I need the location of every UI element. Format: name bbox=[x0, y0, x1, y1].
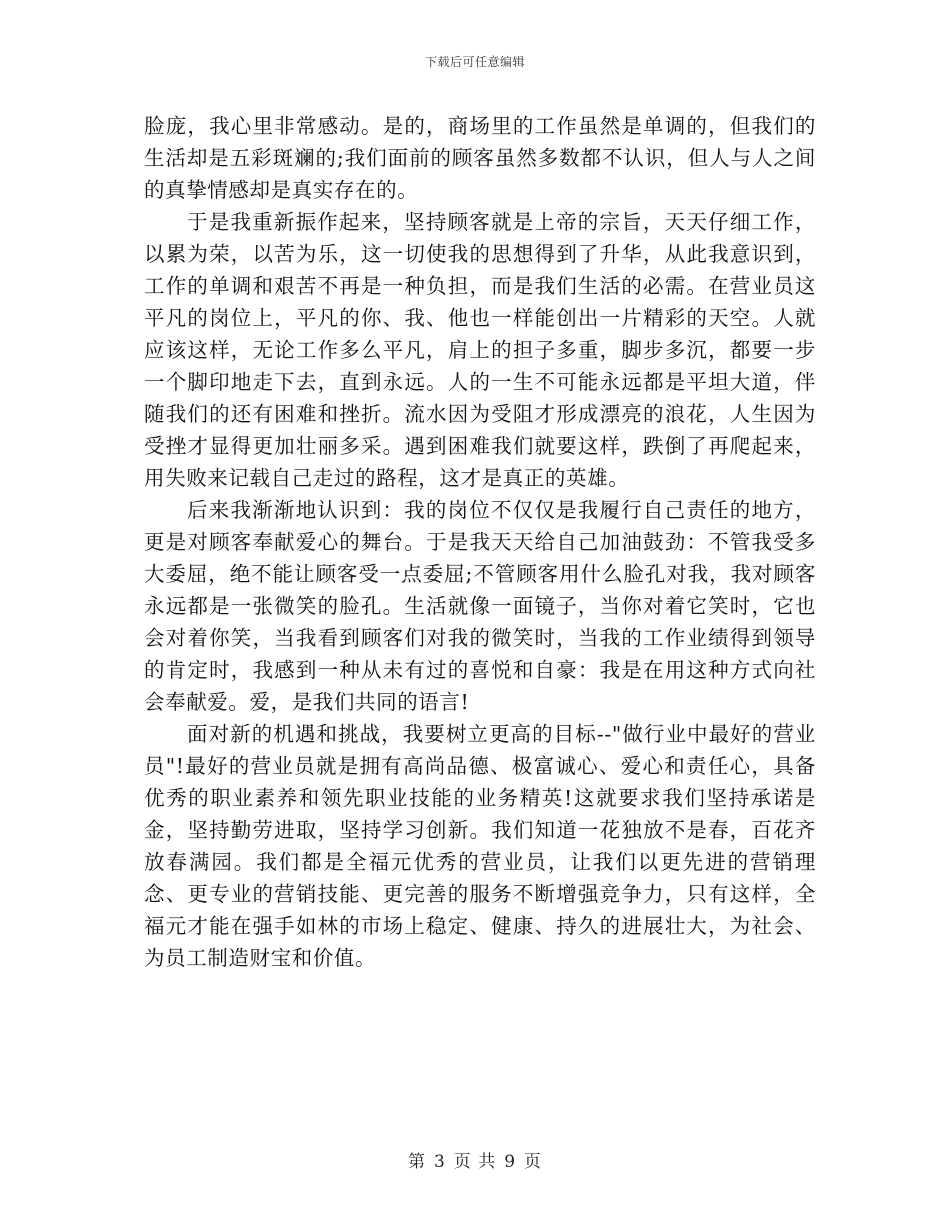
paragraph-2: 于是我重新振作起来，坚持顾客就是上帝的宗旨，天天仔细工作，以累为荣，以苦为乐，这一切使我的思想得到了升华，从此我意识到，工作的单调和艰苦不再是一种负担，而是我们生活的必需。在营业员这平凡的岗位上，平凡的你、我、他也一样能创出一片精彩的天空。人就应该这样，无论工作多么平凡，肩上的担子多重，脚步多沉，都要一步一个脚印地走下去，直到永远。人的一生不可能永远都是平坦大道，伴随我们的还有困难和挫折。流水因为受阻才形成漂亮的浪花，人生因为受挫才显得更加壮丽多采。遇到困难我们就要这样，跌倒了再爬起来，用失败来记载自己走过的路程，这才是真正的英雄。 bbox=[144, 210, 816, 490]
footer-suffix: 页 bbox=[524, 1152, 543, 1172]
total-pages-number: 9 bbox=[504, 1152, 517, 1172]
paragraph-3: 后来我渐渐地认识到：我的岗位不仅仅是我履行自己责任的地方，更是对顾客奉献爱心的舞台。于是我天天给自己加油鼓劲：不管我受多大委屈，绝不能让顾客受一点委屈;不管顾客用什么脸孔对我，我对顾客永远都是一张微笑的脸孔。生活就像一面镜子，当你对着它笑时，它也会对着你笑，当我看到顾客们对我的微笑时，当我的工作业绩得到领导的肯定时，我感到一种从未有过的喜悦和自豪：我是在用这种方式向社会奉献爱。爱，是我们共同的语言! bbox=[144, 498, 816, 714]
paragraph-1: 脸庞，我心里非常感动。是的，商场里的工作虽然是单调的，但我们的生活却是五彩斑斓的;我们面前的顾客虽然多数都不认识，但人与人之间的真挚情感却是真实存在的。 bbox=[144, 114, 816, 202]
footer-mid: 页 共 bbox=[453, 1152, 497, 1172]
page-footer bbox=[0, 1147, 950, 1172]
document-body bbox=[144, 110, 816, 974]
current-page-number: 3 bbox=[433, 1152, 446, 1172]
paragraph-4: 面对新的机遇和挑战，我要树立更高的目标--"做行业中最好的营业员"!最好的营业员就是拥有高尚品德、极富诚心、爱心和责任心，具备优秀的职业素养和领先职业技能的业务精英!这就要求我们坚持承诺是金，坚持勤劳进取，坚持学习创新。我们知道一花独放不是春，百花齐放春满园。我们都是全福元优秀的营业员，让我们以更先进的营销理念、更专业的营销技能、更完善的服务不断增强竞争力，只有这样，全福元才能在强手如林的市场上稳定、健康、持久的进展壮大，为社会、为员工制造财宝和价值。 bbox=[144, 722, 816, 970]
footer-prefix: 第 bbox=[407, 1152, 426, 1172]
header-note: 下载后可任意编辑 bbox=[424, 55, 525, 69]
